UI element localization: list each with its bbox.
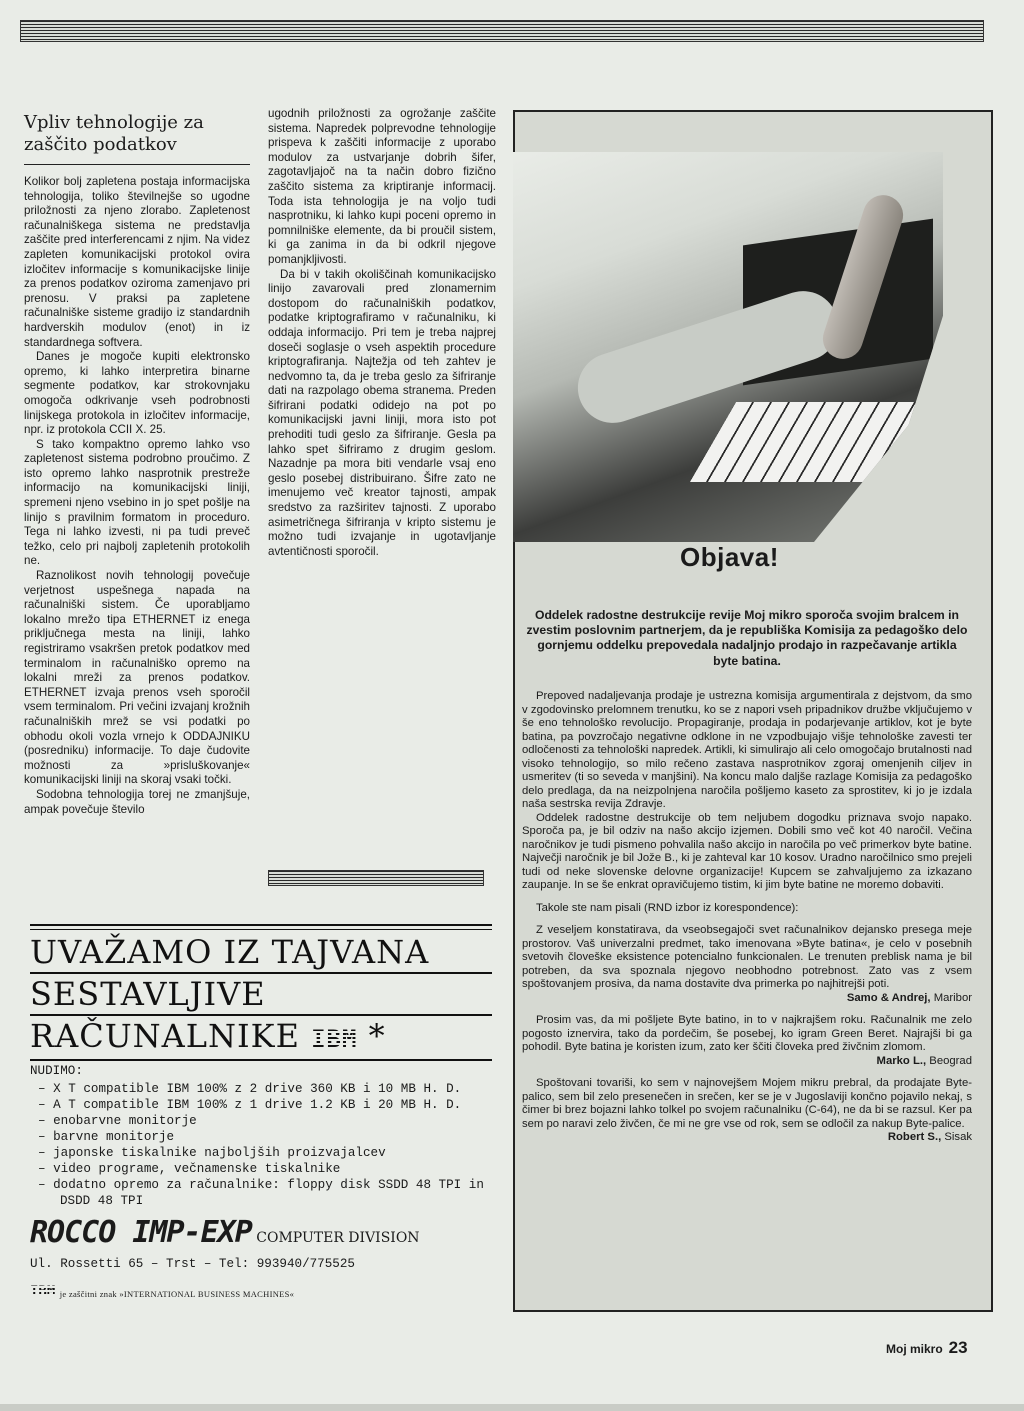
- article-column-1: [24, 112, 250, 817]
- paragraph: Sodobna tehnologija torej ne zmanjšuje, ampak povečuje število: [24, 787, 250, 816]
- ad-top-rule: [30, 924, 492, 930]
- ad-headline-3: [30, 1018, 492, 1057]
- announcement-body: [522, 690, 972, 1145]
- list-item: – dodatno opremo za računalnike: floppy disk SSDD 48 TPI in DSDD 48 TPI: [38, 1177, 484, 1208]
- paragraph: Prepoved nadaljevanja prodaje je ustrezna komisija argumentirala z dejstvom, da smo v zgodovinsko prelomnem trenutku, ko se z napori vseh pripadnikov družbe vključujemo v še eno tehnološko revolucijo. Propagiranje, prodaja in podarjevanje artiklov, kot je byte batina, pa povzročajo negativne odklone in ne vzpodbujajo višje tehnološke zavesti ter odločenosti za tehnološki napredek. Artikli, ki simulirajo ali celo omogočajo brutalnosti nad visoko tehnologijo, so milo rečeno zastava nasprotnikov zgoraj omenjenih ciljev in usmeritev (ti so seveda v manjšini). Na koncu malo daljše razlage Komisija za pedagoško delo predlaga, da na neizpolnjena naročila pošljemo kaseto za sprostitev, ki jo je izdala naša sestrska revija Zdravje.: [522, 690, 972, 810]
- signature-place: Maribor: [933, 991, 972, 1004]
- article-title: Vpliv tehnologije za zaščito podatkov: [24, 112, 204, 155]
- ibm-small-logo: IBM: [30, 1284, 56, 1301]
- list-item: – A T compatible IBM 100% z 1 drive 1.2 KB i 20 MB H. D.: [38, 1097, 462, 1112]
- ad-offer-list: [30, 1081, 492, 1209]
- title-rule: [24, 164, 250, 165]
- ad-headline-3-text: RAČUNALNIKE: [30, 1017, 300, 1055]
- top-decorative-bar: [20, 20, 984, 42]
- signature-name: Robert S.,: [887, 1131, 942, 1143]
- announcement-lead: Oddelek radostne destrukcije revije Moj mikro sporoča svojim bralcem in zvestim poslovnim partnerjem, da je republiška Komisija za pedagoško delo gornjemu oddelku prepovedala nadaljnjo prodajo in razpečavanje artikla byte batina.: [526, 608, 968, 668]
- list-item: – X T compatible IBM 100% z 2 drive 360 KB i 10 MB H. D.: [38, 1081, 462, 1096]
- announcement-heading: Objava!: [680, 542, 779, 572]
- letter: Prosim vas, da mi pošljete Byte batino, in to v najkrajšem roku. Računalnik me zelo pogosto iznervira, tako da pordečim, še posebej, ko igram Green Beret. Najrajši bi ga pohodil. Byte batina je koristen izum, zato ker ščiti človeka pred živčnim zlomom.: [522, 1014, 972, 1053]
- ad-footnote: je zaščitni znak »INTERNATIONAL BUSINESS MACHINES«: [59, 1288, 295, 1299]
- signature-place: Sisak: [944, 1131, 972, 1143]
- paragraph: ugodnih priložnosti za ogrožanje zaščite sistema. Napredek polprevodne tehnologije prispeva k zaščiti informacije z uporabo modulov za ustvarjanje dobrih šifer, zagotavljajoč na ta način dobro fizično zaščito sistema za kriptiranje informacij. Toda ista tehnologija je na voljo tudi nasprotniku, ki lahko kupi poceni opremo in pomnilniške elemente, da bi proučil sistem, ki ga zanima in da bi odkril njegove pomanjkljivosti.: [268, 107, 496, 266]
- company-division: COMPUTER DIVISION: [256, 1229, 420, 1246]
- list-item: – japonske tiskalnike najboljših proizvajalcev: [38, 1145, 386, 1160]
- paragraph: Da bi v takih okoliščinah komunikacijsko linijo zavarovali pred zlonamernim dostopom do računalniških podatkov, podatke kriptografiramo v računalniku, ki oddaja informacijo. Pri tem je treba najprej doseči soglasje o vseh aspektih procedure kriptografiranja. Najtežja od teh zahtev je nedvomno ta, da je treba geslo za šifriranje dati na razpolago obema stranema. Preden šifrirani podatki odidejo na pot po komunikacijski javni liniji, mora isto pot prehoditi tudi geslo za šifriranje. Gesla pa lahko spet šifriramo z drugim geslom. Nazadnje pa mora biti vendarle vsaj eno geslo posebej distribuirano. Šifre zato ne imenujemo več kreator tajnosti, ampak sredstvo za razširitev tajnosti. Z uporabo asimetričnega šifriranja v kripto sistemu je možno tudi izvajanje in ugotavljanje avtentičnosti sporočil.: [268, 267, 496, 558]
- advertisement: [30, 924, 492, 1302]
- letter: Z veseljem konstatirava, da vseobsegajoči svet računalnikov dejansko presega meje prostorov. Vaš univerzalni predmet, tako imenovana »Byte batina«, je celo v posebnih svetovih človeške eksistence potencialno funkcionalen. Le trenuten preblisk nama je bil potreben, da sva spoznala njegovo neobhodno potrebnost. Zato vas z vsem spoštovanjem prosiva, da nama dostavite dva primerka po najhitrejši poti.: [522, 924, 972, 990]
- ad-address: Ul. Rossetti 65 – Trst – Tel: 993940/775525: [30, 1256, 355, 1271]
- mid-decorative-bar: [268, 870, 484, 886]
- paragraph: Raznolikost novih tehnologij povečuje verjetnost uspešnega napada na računalniški sistem. Če uporabljamo lokalno mrežo tipa ETHERNET iz enega priključnega mesta na liniji, lahko registriramo vsakršen pretok podatkov med terminalom in računalniško opremo na lokalni mreži za prenos podatkov. ETHERNET izvaja prenos vseh sporočil vsem terminalom. Pri večini izvajanj krožnih računalniških mrež se vsi podatki po obhodu okoli vozla vrnejo k ODDAJNIKU (posredniku) informacije. To daje čudovite možnosti za »prisluškovanje« komunikacijski liniji na skoraj vsaki točki.: [24, 569, 250, 787]
- paragraph: Takole ste nam pisali (RND izbor iz korespondence):: [536, 901, 799, 914]
- ad-footnote-line: [30, 1284, 492, 1302]
- page-footer: [886, 1338, 968, 1358]
- bottom-edge: [0, 1404, 1024, 1411]
- ad-company-line: [30, 1215, 492, 1250]
- signature-place: Beograd: [929, 1054, 972, 1067]
- magazine-name: Moj mikro: [886, 1342, 943, 1356]
- signature: [522, 1055, 972, 1069]
- signature: [522, 1131, 972, 1145]
- list-item: – barvne monitorje: [38, 1129, 175, 1144]
- paragraph: Kolikor bolj zapletena postaja informacijska tehnologija, toliko številnejše so ugodne priložnosti za njeno zlorabo. Zapletenost računalniškega sistema ne predstavlja zaščite pred interferencami z njim. Na videz zapleten komunikacijski protokol ovira izločitev informacije s komunikacijske linije za prenos podatkov oziroma zamenjavo pri prenosu. V praksi pa zapletene računalniške sisteme gradijo iz standardnih hardverskih modulov (enot) in iz standardnega softvera.: [24, 175, 250, 349]
- page-number: 23: [948, 1338, 968, 1357]
- ibm-logo: IBM: [311, 1021, 357, 1057]
- asterisk: *: [368, 1017, 386, 1055]
- paragraph: Oddelek radostne destrukcije ob tem neljubem dogodku priznava svojo napako. Sporoča pa, je bil odziv na našo akcijo izjemen. Dobili smo več kot 40 naročil. Večina naročnikov je tudi pismeno pohvalila našo akcijo in naročila po več primerkov byte batine. Največji naročnik je bil Jože B., ki je zahteval kar 10 kosov. Uradno naročilnico smo prejeli tudi od neke slovenske delovne organizacije! Kupcem se zahvaljujemo za izkazano zaupanje. In se še enkrat opravičujemo tistim, ki jim byte batine ne moremo dobaviti.: [522, 811, 972, 891]
- company-logo: ROCCO IMP-EXP: [30, 1214, 252, 1250]
- ad-headline-1: UVAŽAMO IZ TAJVANA: [30, 933, 430, 971]
- paragraph: S tako kompaktno opremo lahko vso zapletenost sistema podrobno proučimo. Z isto opremo lahko nasprotnik prestreže informacijo na komunikacijski liniji, spremeni njeno vsebino in jo spet pošlje na linijo s pravilnim formatom in proceduro. Tega ni lahko izvesti, ni pa tudi preveč težko, celo pri najbolj zapletenih protokolih ne.: [24, 437, 250, 568]
- list-item: – enobarvne monitorje: [38, 1113, 197, 1128]
- paragraph: Danes je mogoče kupiti elektronsko opremo, ki lahko interpretira binarne segmente podatkov, kar strokovnjaku omogoča odkrivanje vseh podrobnosti linijskega protokola in izločitev informacije, npr. iz protokola CCII X. 25.: [24, 350, 250, 437]
- list-item: – video programe, večnamenske tiskalnike: [38, 1161, 341, 1176]
- signature-name: Samo & Andrej,: [846, 991, 931, 1004]
- signature-name: Marko L.,: [876, 1054, 927, 1067]
- ad-headline-2: SESTAVLJIVE: [30, 975, 266, 1013]
- signature: [522, 992, 972, 1006]
- ad-offer-label: NUDIMO:: [30, 1063, 83, 1078]
- letter: Spoštovani tovariši, ko sem v najnovejšem Mojem mikru prebral, da prodajate Byte-palico, sem bil zelo presenečen in srečen, ker se je v Jugoslaviji končno pojavilo nekaj, s čimer bi brez bojazni lahko tolkel po svojem računalniku (C-64), ne da bi se razsul. Ker pa sem po naravi zelo živčen, če mi ne gre vse od rok, sem se odločil za nakup Byte-palice.: [522, 1077, 972, 1130]
- article-column-2: [268, 107, 496, 559]
